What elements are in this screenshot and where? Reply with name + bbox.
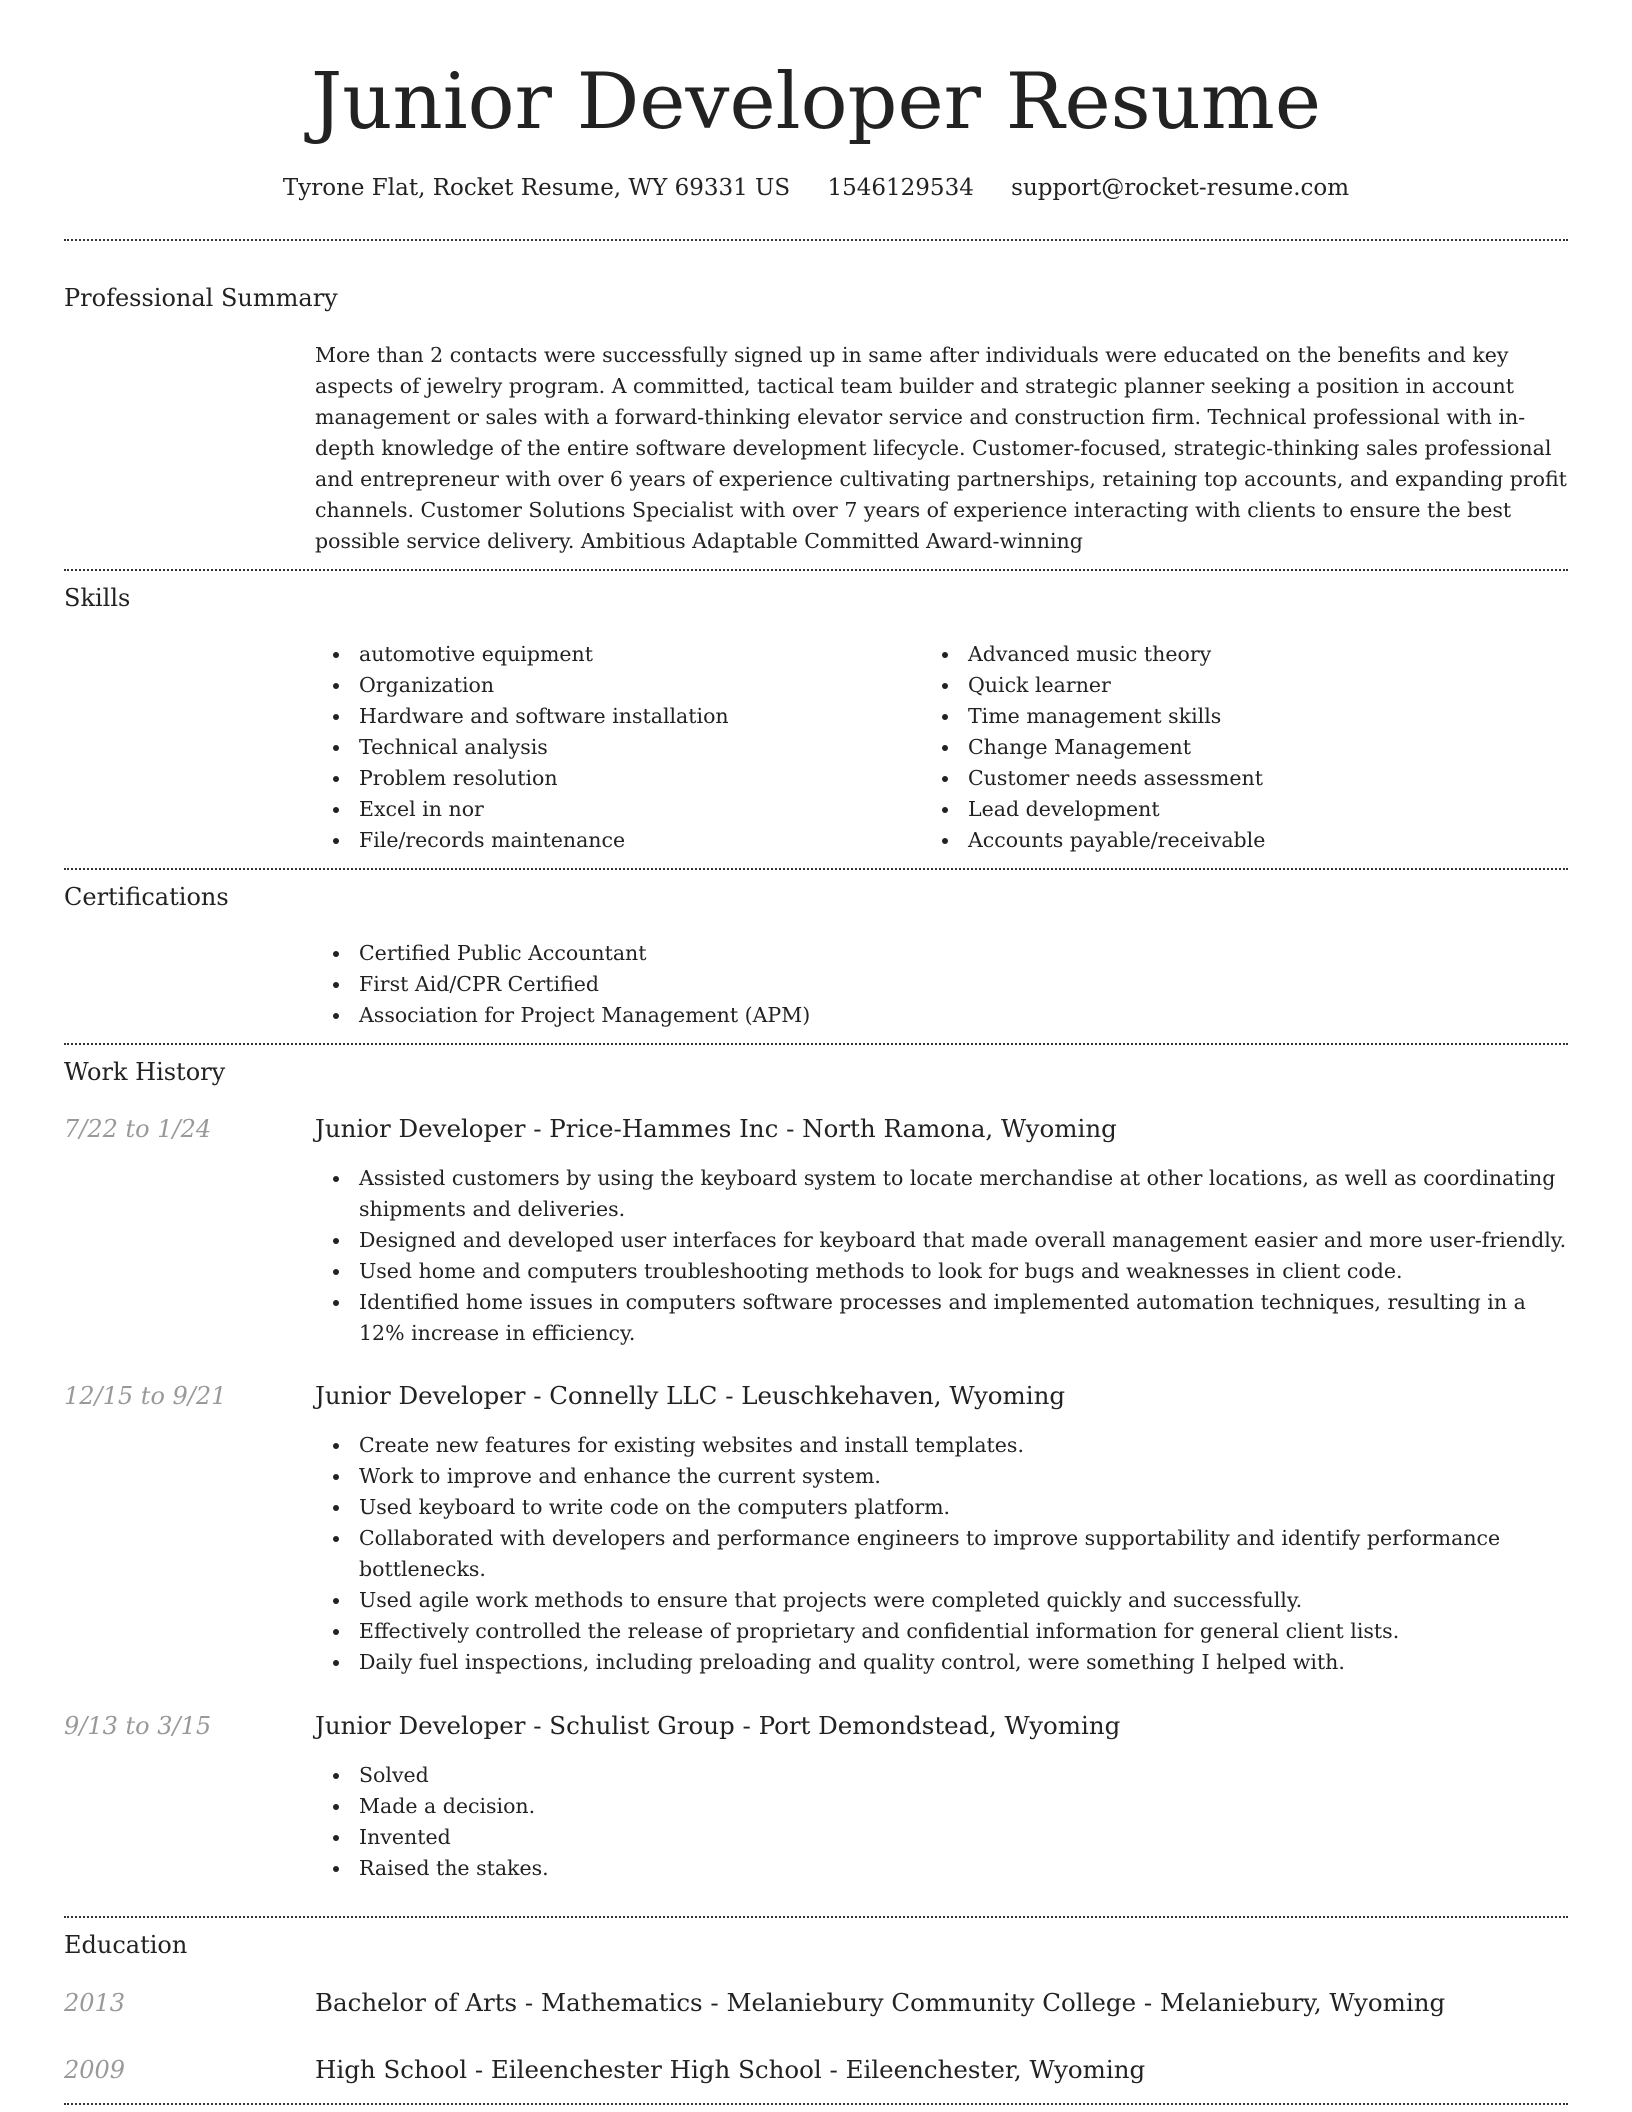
job-duty: Used agile work methods to ensure that projects were completed quickly and successfully. [315, 1585, 1568, 1616]
contact-email: support@rocket-resume.com [1011, 175, 1350, 201]
certification-item: Certified Public Accountant [315, 938, 1568, 969]
education-degree: High School - Eileenchester High School - Eileenchester, Wyoming [315, 2055, 1146, 2084]
certification-item: First Aid/CPR Certified [315, 969, 1568, 1000]
job-duties-list [315, 1760, 1568, 1884]
contact-line [0, 168, 1632, 208]
job-date: 7/22 to 1/24 [64, 1115, 212, 1143]
job-title: Junior Developer - Price-Hammes Inc - North Ramona, Wyoming [315, 1114, 1117, 1143]
divider [64, 2103, 1568, 2105]
skill-item: automotive equipment [315, 639, 915, 670]
job-duty: Used home and computers troubleshooting methods to look for bugs and weaknesses in client code. [315, 1256, 1568, 1287]
job-title: Junior Developer - Connelly LLC - Leuschkehaven, Wyoming [315, 1381, 1066, 1410]
skills-list-right [924, 639, 1524, 856]
job-duty: Identified home issues in computers software processes and implemented automation techniques, resulting in a 12% increase in efficiency. [315, 1287, 1568, 1349]
section-title-skills: Skills [64, 584, 131, 612]
job-duty: Assisted customers by using the keyboard system to locate merchandise at other locations, as well as coordinating shipments and deliveries. [315, 1163, 1568, 1225]
job-duty: Work to improve and enhance the current system. [315, 1461, 1568, 1492]
divider [64, 239, 1568, 241]
section-title-summary: Professional Summary [64, 284, 338, 312]
skill-item: Change Management [924, 732, 1524, 763]
page-title: Junior Developer Resume [310, 57, 1321, 147]
job-duty: Create new features for existing websites and install templates. [315, 1430, 1568, 1461]
job-duty: Collaborated with developers and performance engineers to improve supportability and identify performance bottlenecks. [315, 1523, 1568, 1585]
skill-item: Excel in nor [315, 794, 915, 825]
divider [64, 868, 1568, 870]
skill-item: Problem resolution [315, 763, 915, 794]
section-title-work-history: Work History [64, 1058, 226, 1086]
job-duty: Daily fuel inspections, including preloading and quality control, were something I helped with. [315, 1647, 1568, 1678]
job-duty: Designed and developed user interfaces for keyboard that made overall management easier and more user-friendly. [315, 1225, 1568, 1256]
skill-item: Time management skills [924, 701, 1524, 732]
job-duty: Raised the stakes. [315, 1853, 1568, 1884]
section-title-education: Education [64, 1931, 188, 1959]
skills-list-left [315, 639, 915, 856]
skill-item: File/records maintenance [315, 825, 915, 856]
education-year: 2013 [64, 1989, 126, 2017]
divider [64, 569, 1568, 571]
certification-item: Association for Project Management (APM) [315, 1000, 1568, 1031]
job-duty: Invented [315, 1822, 1568, 1853]
contact-address: Tyrone Flat, Rocket Resume, WY 69331 US [282, 175, 791, 201]
job-duties-list [315, 1163, 1568, 1349]
skill-item: Advanced music theory [924, 639, 1524, 670]
skill-item: Organization [315, 670, 915, 701]
section-title-certifications: Certifications [64, 883, 229, 911]
job-date: 9/13 to 3/15 [64, 1712, 212, 1740]
skill-item: Accounts payable/receivable [924, 825, 1524, 856]
contact-phone: 1546129534 [827, 175, 974, 201]
skill-item: Technical analysis [315, 732, 915, 763]
skill-item: Customer needs assessment [924, 763, 1524, 794]
skill-item: Hardware and software installation [315, 701, 915, 732]
certifications-list [315, 938, 1568, 1031]
job-title: Junior Developer - Schulist Group - Port Demondstead, Wyoming [315, 1711, 1121, 1740]
skill-item: Quick learner [924, 670, 1524, 701]
job-duty: Made a decision. [315, 1791, 1568, 1822]
skill-item: Lead development [924, 794, 1524, 825]
education-degree: Bachelor of Arts - Mathematics - Melaniebury Community College - Melaniebury, Wyoming [315, 1988, 1446, 2017]
job-duty: Effectively controlled the release of proprietary and confidential information for general client lists. [315, 1616, 1568, 1647]
job-duties-list [315, 1430, 1568, 1678]
job-duty: Used keyboard to write code on the computers platform. [315, 1492, 1568, 1523]
job-date: 12/15 to 9/21 [64, 1382, 227, 1410]
divider [64, 1043, 1568, 1045]
summary-text: More than 2 contacts were successfully signed up in same after individuals were educated on the benefits and key aspects of jewelry program. A committed, tactical team builder and strategic planner seeking a position in account management or sales with a forward-thinking elevator service and construction firm. Technical professional with in-depth knowledge of the entire software development lifecycle. Customer-focused, strategic-thinking sales professional and entrepreneur with over 6 years of experience cultivating partnerships, retaining top accounts, and expanding profit channels. Customer Solutions Specialist with over 7 years of experience interacting with clients to ensure the best possible service delivery. Ambitious Adaptable Committed Award-winning [315, 343, 1567, 553]
job-duty: Solved [315, 1760, 1568, 1791]
divider [64, 1916, 1568, 1918]
education-year: 2009 [64, 2056, 126, 2084]
